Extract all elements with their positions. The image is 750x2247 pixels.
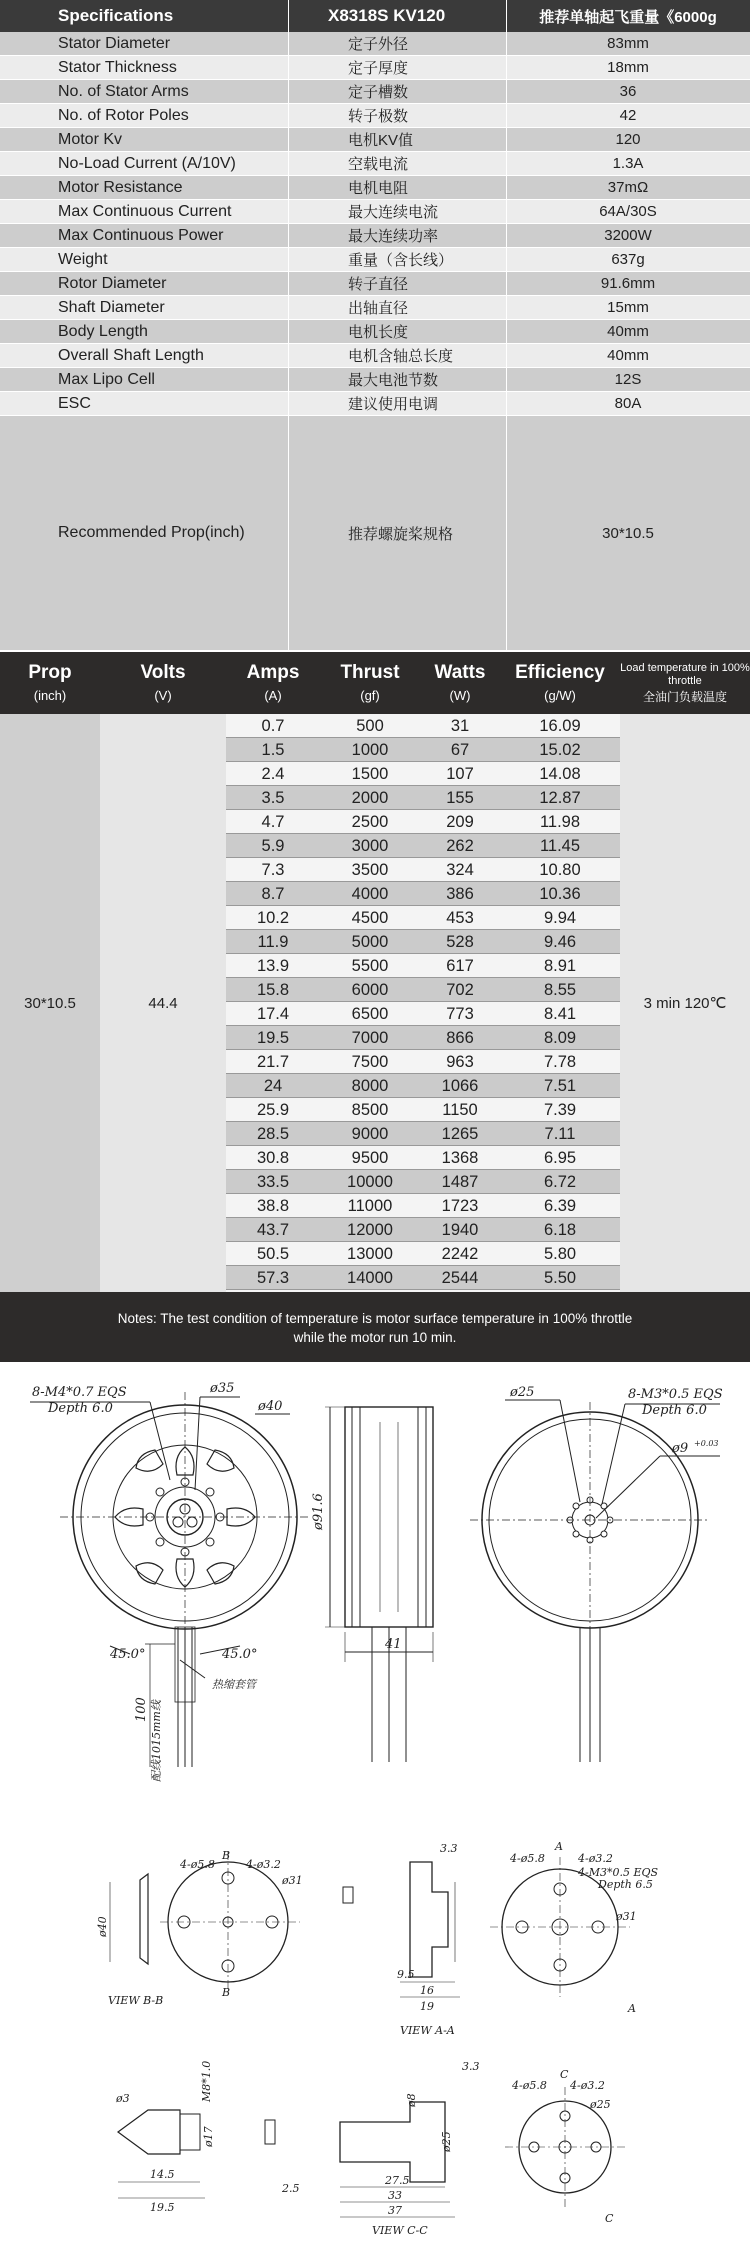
d40-label: ø40 [258, 1399, 283, 1414]
efficiency-cell: 8.41 [543, 1005, 577, 1023]
amps-cell: 25.9 [256, 1101, 290, 1119]
thrust-cell: 5000 [351, 933, 389, 951]
performance-row [226, 834, 620, 858]
aa-depth: Depth 6.5 [598, 1878, 653, 1891]
spec-name: No. of Rotor Poles [58, 106, 189, 124]
thrust-cell: 3000 [351, 837, 389, 855]
thrust-cell: 1500 [351, 765, 389, 783]
efficiency-cell: 8.09 [543, 1029, 577, 1047]
spec-column-divider [288, 0, 289, 650]
cc-mount-58: 4-ø5.8 [512, 2079, 547, 2092]
watts-cell: 1487 [441, 1173, 479, 1191]
back-view [470, 1385, 723, 1762]
thrust-cell: 4000 [351, 885, 389, 903]
notes-line-2: while the motor run 10 min. [293, 1330, 457, 1345]
thrust-cell: 9500 [351, 1149, 389, 1167]
performance-row [226, 1122, 620, 1146]
spec-row [0, 392, 750, 415]
cc-dim-275: 27.5 [385, 2174, 410, 2187]
front-depth-label: Depth 6.0 [48, 1401, 113, 1416]
thrust-cell: 4500 [351, 909, 389, 927]
cc-mark-bottom: C [605, 2212, 614, 2225]
spec-value: 42 [619, 107, 637, 124]
watts-cell: 453 [446, 909, 474, 927]
watts-cell: 1940 [441, 1221, 479, 1239]
load-temp-header: Load temperature in 100% throttle 全油门负载温度 [620, 662, 750, 704]
spec-row [0, 56, 750, 79]
performance-row [226, 714, 620, 738]
thrust-cell: 11000 [347, 1197, 393, 1215]
spec-row [0, 152, 750, 175]
spec-name: Overall Shaft Length [58, 346, 204, 364]
efficiency-cell: 10.36 [539, 885, 581, 903]
thrust-header: Thrust (gf) [340, 662, 400, 703]
cc-mark-top: C [560, 2068, 569, 2081]
volts-header: Volts (V) [140, 662, 186, 703]
technical-drawing [0, 1362, 750, 2247]
watts-cell: 2544 [441, 1269, 479, 1287]
amps-cell: 28.5 [256, 1125, 290, 1143]
spec-row [0, 368, 750, 391]
spec-value: 36 [619, 83, 637, 100]
specifications-table [0, 0, 750, 650]
amps-cell: 13.9 [256, 957, 290, 975]
spec-value: 80A [614, 395, 642, 412]
performance-row [226, 786, 620, 810]
height-41-label: 41 [385, 1637, 402, 1652]
view-cc-label: VIEW C-C [372, 2224, 428, 2237]
thrust-cell: 2500 [351, 813, 389, 831]
spec-header-label: Specifications [58, 6, 174, 25]
thrust-cell: 1000 [351, 741, 389, 759]
thrust-cell: 10000 [347, 1173, 393, 1191]
spec-value: 15mm [607, 299, 649, 316]
aa-mount-58: 4-ø5.8 [510, 1852, 545, 1865]
amps-cell: 5.9 [261, 837, 285, 855]
watts-cell: 773 [446, 1005, 474, 1023]
amps-cell: 21.7 [256, 1053, 290, 1071]
view-cc [115, 2060, 625, 2237]
amps-cell: 30.8 [256, 1149, 290, 1167]
watts-cell: 528 [446, 933, 474, 951]
spec-name: Stator Thickness [58, 58, 177, 76]
aa-mark-bottom: A [628, 2002, 636, 2015]
thrust-cell: 9000 [351, 1125, 389, 1143]
spec-row [0, 128, 750, 151]
spec-value: 40mm [607, 323, 649, 340]
back-depth-label: Depth 6.0 [642, 1403, 707, 1418]
performance-row [226, 1026, 620, 1050]
cc-d3: ø3 [116, 2092, 130, 2105]
volts-value: 44.4 [100, 714, 226, 1292]
watts-cell: 67 [450, 741, 470, 759]
watts-cell: 866 [446, 1029, 474, 1047]
watts-cell: 1723 [441, 1197, 479, 1215]
cc-dim-145: 14.5 [150, 2168, 175, 2181]
efficiency-cell: 6.95 [543, 1149, 577, 1167]
performance-row [226, 978, 620, 1002]
thrust-cell: 7500 [351, 1053, 389, 1071]
thrust-cell: 6500 [351, 1005, 389, 1023]
amps-cell: 1.5 [261, 741, 285, 759]
spec-name: Motor Kv [58, 130, 123, 148]
efficiency-cell: 6.18 [543, 1221, 577, 1239]
efficiency-cell: 8.55 [543, 981, 577, 999]
view-aa-label: VIEW A-A [400, 2024, 455, 2037]
amps-cell: 15.8 [256, 981, 290, 999]
efficiency-cell: 15.02 [539, 741, 581, 759]
performance-row [226, 1074, 620, 1098]
wire-length-label: 100 [134, 1697, 149, 1722]
aa-mount-32: 4-ø3.2 [578, 1852, 613, 1865]
prop-value: 30*10.5 [0, 714, 100, 1292]
spec-value: 30*10.5 [602, 524, 654, 542]
spec-value: 3200W [604, 227, 652, 244]
bb-mount-32: 4-ø3.2 [246, 1858, 281, 1871]
side-view [311, 1407, 433, 1762]
performance-row [226, 1266, 620, 1290]
watts-cell: 324 [446, 861, 474, 879]
cc-dim-37: 37 [388, 2204, 402, 2217]
spec-name: Rotor Diameter [58, 274, 167, 292]
efficiency-cell: 8.91 [543, 957, 577, 975]
spec-name-cn: 定子厚度 [348, 60, 409, 77]
spec-name-cn: 最大电池节数 [348, 372, 439, 389]
test-notes [0, 1292, 750, 1362]
spec-row [0, 296, 750, 319]
amps-cell: 0.7 [261, 717, 285, 735]
cc-dim-33: 3.3 [462, 2060, 480, 2073]
performance-grid [226, 714, 620, 1318]
performance-row [226, 906, 620, 930]
aa-d31: ø31 [616, 1910, 637, 1923]
spec-row [0, 80, 750, 103]
performance-row [226, 1170, 620, 1194]
watts-cell: 1150 [442, 1101, 478, 1119]
spec-name: No. of Stator Arms [58, 82, 189, 100]
efficiency-cell: 7.51 [543, 1077, 577, 1095]
view-bb [96, 1849, 303, 2007]
spec-row [0, 416, 750, 650]
watts-cell: 31 [450, 717, 470, 735]
performance-row [226, 858, 620, 882]
wire-note-label: 配线1015mm线 [150, 1700, 163, 1782]
watts-cell: 1368 [441, 1149, 479, 1167]
watts-cell: 963 [446, 1053, 474, 1071]
angle-left-label: 45.0° [110, 1647, 146, 1662]
spec-column-divider [506, 0, 507, 650]
spec-value: 12S [614, 371, 642, 388]
watts-cell: 1066 [441, 1077, 479, 1095]
spec-name-cn: 定子外径 [348, 36, 409, 53]
efficiency-cell: 11.45 [539, 837, 581, 855]
watts-cell: 155 [446, 789, 474, 807]
notes-line-1: Notes: The test condition of temperature is motor surface temperature in 100% throttle [117, 1311, 633, 1326]
amps-cell: 33.5 [256, 1173, 290, 1191]
amps-cell: 57.3 [256, 1269, 290, 1287]
performance-row [226, 1218, 620, 1242]
amps-cell: 50.5 [256, 1245, 290, 1263]
efficiency-cell: 10.80 [539, 861, 581, 879]
spec-header-model: X8318S KV120 [328, 6, 446, 25]
watts-cell: 702 [446, 981, 474, 999]
spec-name-cn: 电机KV值 [348, 132, 414, 149]
bb-mark-bottom: B [222, 1986, 231, 1999]
performance-row [226, 1146, 620, 1170]
cc-dim-195: 19.5 [150, 2201, 175, 2214]
spec-name: ESC [58, 394, 91, 412]
front-view [30, 1381, 310, 1782]
efficiency-cell: 5.50 [543, 1269, 577, 1287]
thrust-cell: 2000 [351, 789, 389, 807]
spec-name: Weight [58, 250, 108, 268]
spec-name-cn: 推荐螺旋桨规格 [348, 525, 454, 543]
spec-header-recommend: 推荐单轴起飞重量《6000g [539, 8, 717, 26]
spec-name-cn: 电机电阻 [348, 180, 409, 197]
thrust-cell: 13000 [347, 1245, 393, 1263]
efficiency-cell: 6.72 [543, 1173, 577, 1191]
spec-value: 83mm [607, 35, 649, 52]
bb-d40: ø40 [96, 1916, 109, 1937]
cc-dim-25: 2.5 [282, 2182, 300, 2195]
performance-row [226, 1194, 620, 1218]
amps-cell: 24 [263, 1077, 283, 1095]
efficiency-cell: 12.87 [539, 789, 581, 807]
spec-value: 64A/30S [599, 203, 657, 220]
spec-name-cn: 最大连续功率 [348, 228, 439, 245]
spec-row [0, 176, 750, 199]
spec-row [0, 104, 750, 127]
view-bb-label: VIEW B-B [108, 1994, 164, 2007]
spec-name: Max Lipo Cell [58, 370, 155, 388]
back-d25-label: ø25 [510, 1385, 535, 1400]
cc-dim-33b: 33 [388, 2189, 402, 2202]
cc-d17: ø17 [202, 2126, 215, 2147]
amps-cell: 17.4 [256, 1005, 290, 1023]
thrust-cell: 7000 [351, 1029, 389, 1047]
spec-name: Max Continuous Power [58, 226, 224, 244]
watts-cell: 209 [446, 813, 474, 831]
spec-value: 37mΩ [607, 179, 649, 196]
efficiency-cell: 9.46 [543, 933, 577, 951]
spec-row [0, 344, 750, 367]
amps-cell: 43.7 [256, 1221, 290, 1239]
spec-name-cn: 建议使用电调 [348, 396, 439, 413]
spec-name-cn: 定子槽数 [348, 84, 409, 101]
efficiency-cell: 7.78 [543, 1053, 577, 1071]
watts-header: Watts (W) [434, 662, 486, 703]
spec-value: 637g [611, 251, 645, 268]
performance-header [0, 652, 750, 714]
watts-cell: 386 [446, 885, 474, 903]
performance-row [226, 1098, 620, 1122]
spec-name: Motor Resistance [58, 178, 183, 196]
aa-dim-95: 9.5 [397, 1968, 415, 1981]
spec-value: 40mm [607, 347, 649, 364]
spec-header-row [0, 0, 750, 32]
spec-name-cn: 转子极数 [348, 108, 409, 125]
cc-d8: ø8 [405, 2093, 418, 2107]
performance-row [226, 1050, 620, 1074]
performance-row [226, 738, 620, 762]
spec-row [0, 272, 750, 295]
sleeve-label: 热缩套管 [212, 1678, 256, 1691]
amps-cell: 11.9 [257, 933, 289, 951]
rotor-diameter-label: ø91.6 [311, 1493, 326, 1530]
aa-dim-16: 16 [420, 1984, 434, 1997]
amps-cell: 4.7 [261, 813, 285, 831]
aa-dim-19: 19 [420, 2000, 434, 2013]
watts-cell: 2242 [441, 1245, 479, 1263]
spec-name: Recommended Prop(inch) [58, 524, 245, 541]
spec-value: 1.3A [612, 155, 644, 172]
thrust-cell: 6000 [351, 981, 389, 999]
bb-d31: ø31 [282, 1874, 303, 1887]
efficiency-cell: 9.94 [543, 909, 577, 927]
thrust-cell: 14000 [347, 1269, 393, 1287]
performance-row [226, 1002, 620, 1026]
thrust-cell: 3500 [351, 861, 389, 879]
aa-mark-top: A [555, 1840, 563, 1853]
amps-cell: 3.5 [261, 789, 285, 807]
spec-name-cn: 最大连续电流 [348, 204, 439, 221]
spec-name: Body Length [58, 322, 148, 340]
efficiency-cell: 14.08 [539, 765, 581, 783]
spec-name: Max Continuous Current [58, 202, 232, 220]
back-d9-tol: +0.03 [694, 1439, 719, 1448]
spec-row [0, 224, 750, 247]
spec-value: 91.6mm [600, 275, 656, 292]
spec-name-cn: 转子直径 [348, 276, 409, 293]
thrust-cell: 12000 [347, 1221, 393, 1239]
spec-row [0, 320, 750, 343]
spec-name: Shaft Diameter [58, 298, 165, 316]
efficiency-cell: 5.80 [543, 1245, 577, 1263]
back-d9-label: ø9 [672, 1441, 689, 1456]
spec-name-cn: 电机长度 [348, 324, 409, 341]
cc-d25: ø25 [440, 2131, 453, 2152]
watts-cell: 617 [446, 957, 474, 975]
performance-row [226, 882, 620, 906]
spec-row [0, 200, 750, 223]
bb-mount-58: 4-ø5.8 [180, 1858, 215, 1871]
spec-name-cn: 重量（含长线） [348, 252, 454, 269]
amps-cell: 2.4 [261, 765, 285, 783]
cc-m8: M8*1.0 [200, 2060, 213, 2102]
spec-row [0, 32, 750, 55]
spec-value: 18mm [607, 59, 649, 76]
performance-row [226, 1242, 620, 1266]
performance-row [226, 954, 620, 978]
efficiency-cell: 16.09 [539, 717, 581, 735]
aa-dim-33: 3.3 [440, 1842, 458, 1855]
spec-name-cn: 空载电流 [348, 156, 409, 173]
view-aa [343, 1840, 659, 2037]
spec-name-cn: 电机含轴总长度 [348, 348, 454, 365]
temperature-value: 3 min 120℃ [620, 714, 750, 1292]
performance-row [226, 762, 620, 786]
back-screw-label: 8-M3*0.5 EQS [628, 1387, 723, 1402]
efficiency-cell: 7.11 [544, 1125, 576, 1143]
aa-screw: 4-M3*0.5 EQS [578, 1866, 659, 1879]
angle-right-label: 45.0° [222, 1647, 258, 1662]
amps-cell: 7.3 [261, 861, 285, 879]
amps-cell: 38.8 [256, 1197, 290, 1215]
efficiency-cell: 11.98 [539, 813, 581, 831]
thrust-cell: 500 [356, 717, 384, 735]
cc-mount-32: 4-ø3.2 [570, 2079, 605, 2092]
spec-name-cn: 出轴直径 [348, 300, 409, 317]
spec-name: No-Load Current (A/10V) [58, 154, 236, 172]
efficiency-cell: 7.39 [543, 1101, 577, 1119]
watts-cell: 262 [446, 837, 474, 855]
cc-d25-right: ø25 [590, 2098, 611, 2111]
amps-header: Amps (A) [246, 662, 300, 703]
bb-mark-top: B [222, 1849, 231, 1862]
efficiency-cell: 6.39 [543, 1197, 577, 1215]
prop-header: Prop (inch) [28, 662, 72, 703]
efficiency-header: Efficiency (g/W) [515, 662, 605, 703]
watts-cell: 1265 [441, 1125, 479, 1143]
thrust-cell: 5500 [351, 957, 389, 975]
performance-row [226, 930, 620, 954]
d35-label: ø35 [210, 1381, 235, 1396]
spec-name: Stator Diameter [58, 34, 171, 52]
watts-cell: 107 [446, 765, 474, 783]
amps-cell: 8.7 [261, 885, 285, 903]
spec-value: 120 [615, 131, 641, 148]
thrust-cell: 8000 [351, 1077, 389, 1095]
spec-row [0, 248, 750, 271]
thrust-cell: 8500 [351, 1101, 389, 1119]
amps-cell: 10.2 [256, 909, 290, 927]
amps-cell: 19.5 [256, 1029, 290, 1047]
performance-row [226, 810, 620, 834]
front-screw-label: 8-M4*0.7 EQS [32, 1385, 127, 1400]
